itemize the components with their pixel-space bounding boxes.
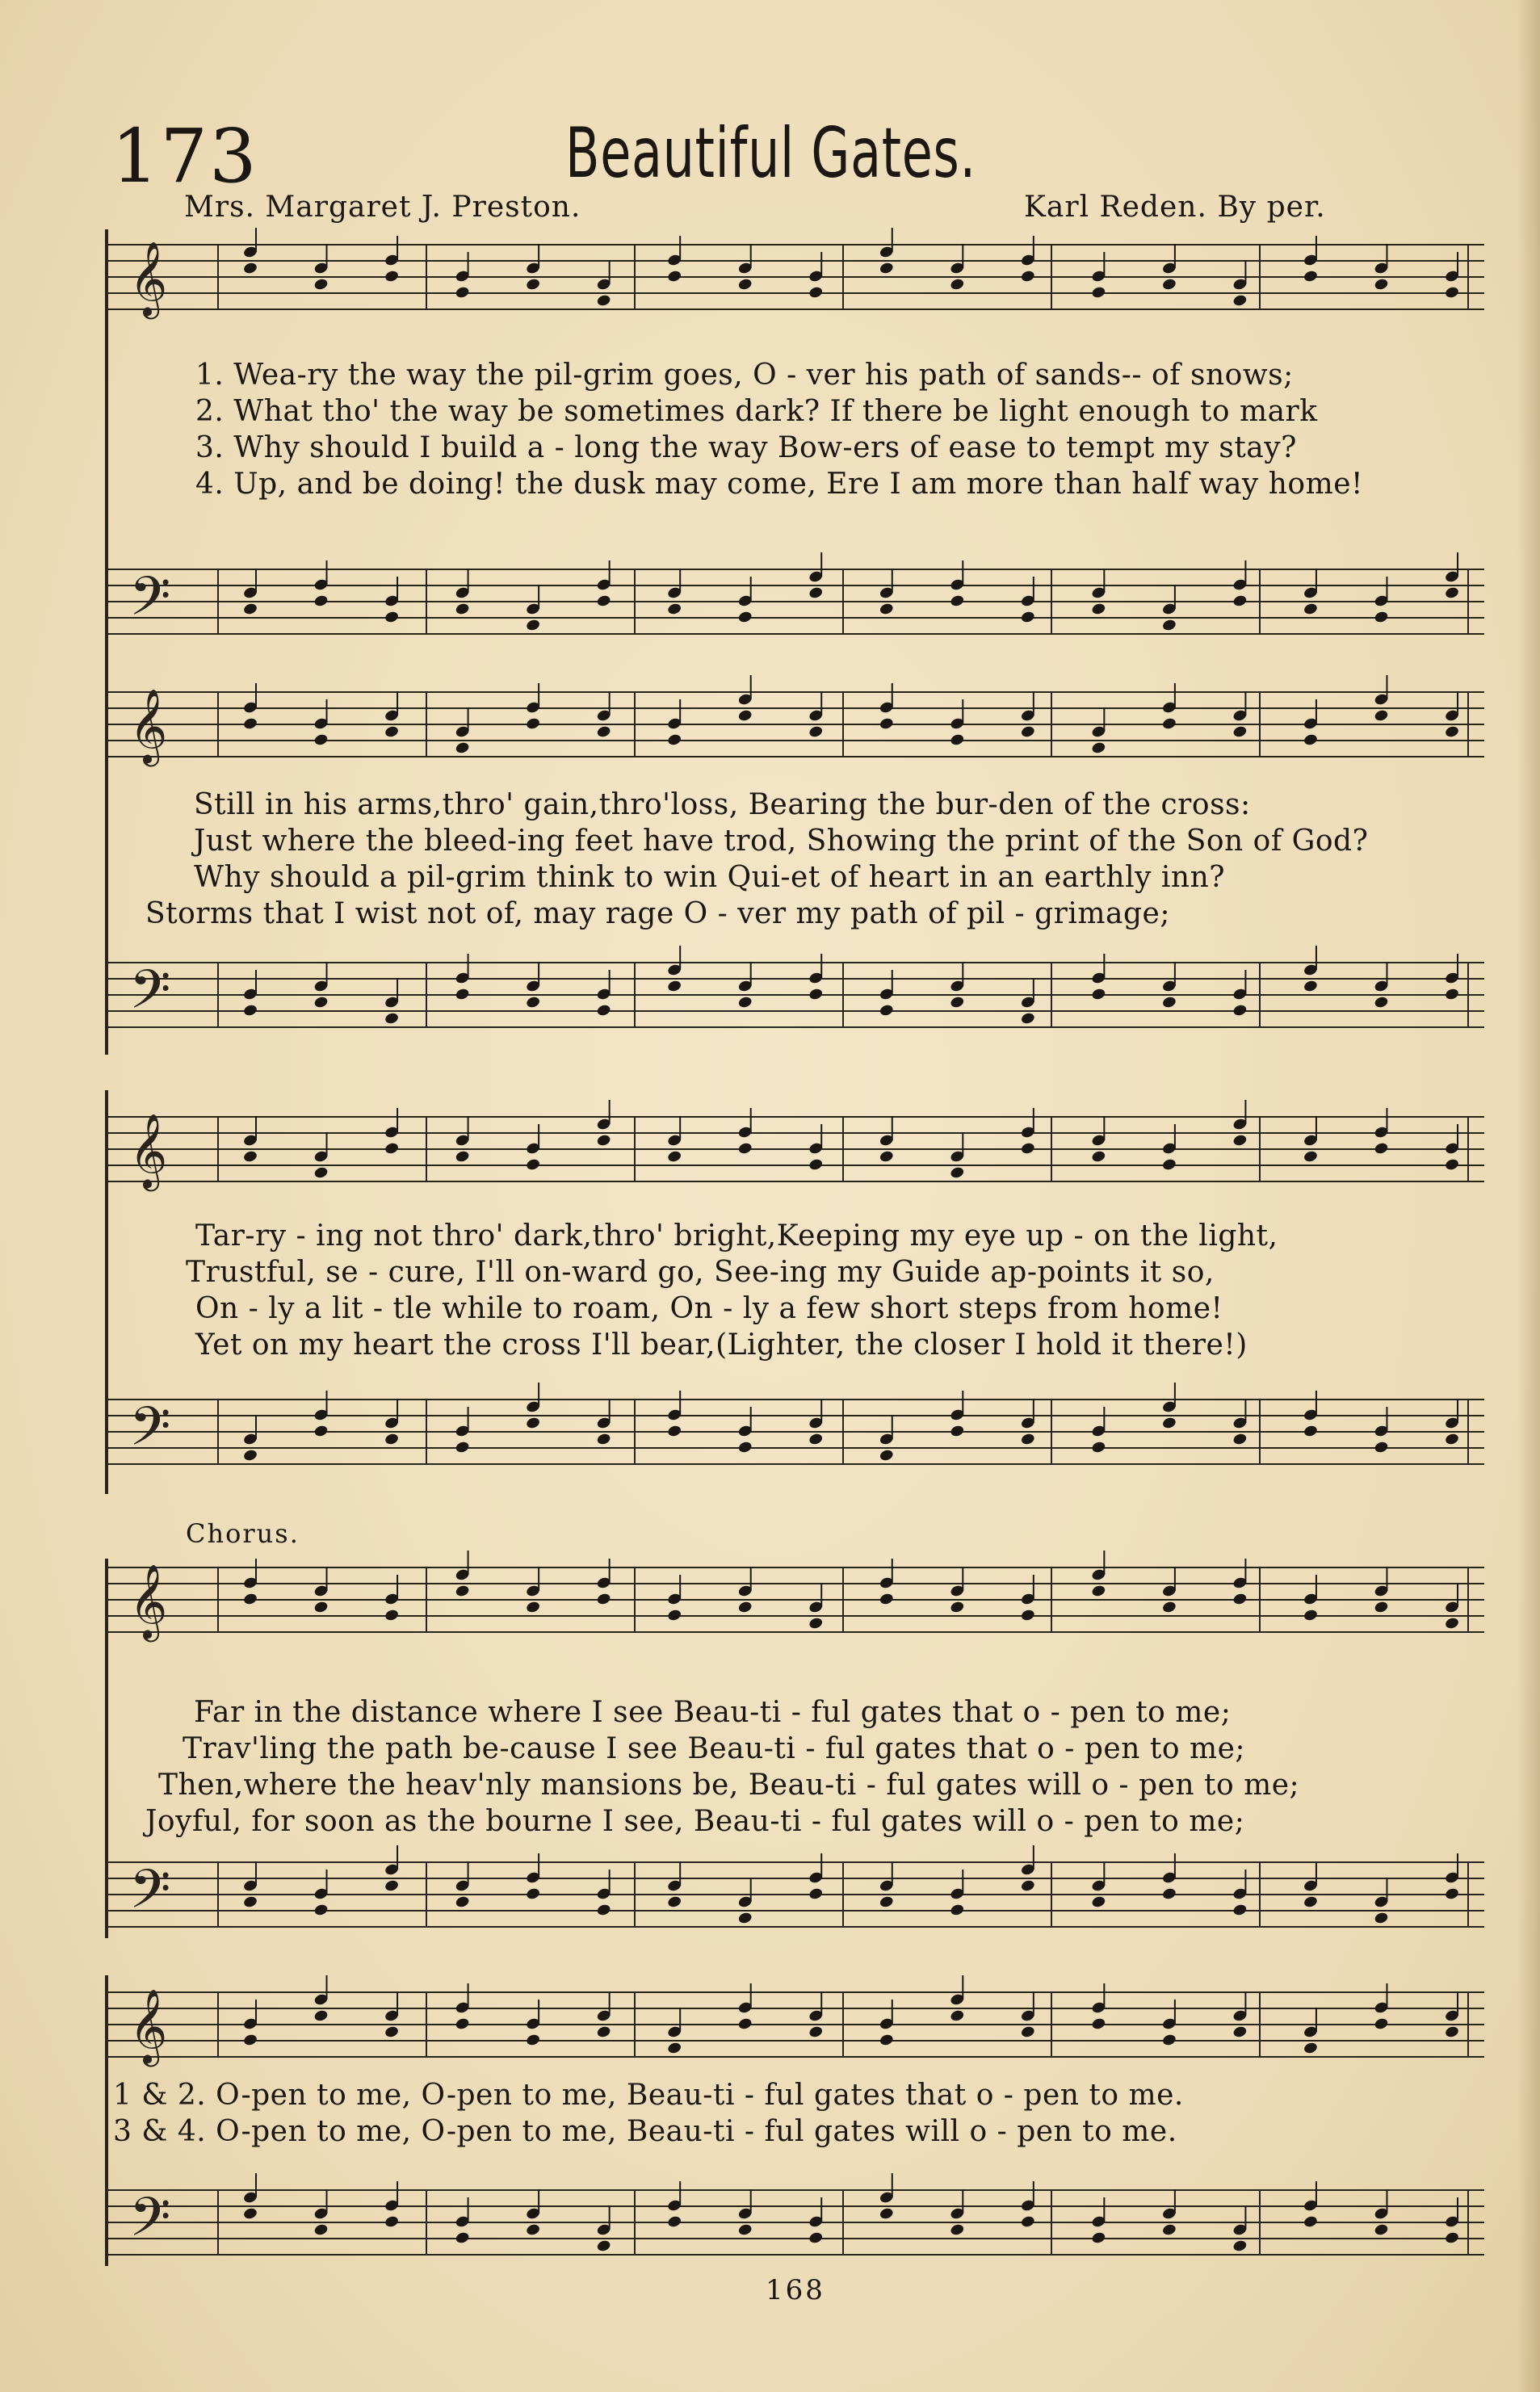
note-head [950,1166,965,1180]
note-head [737,278,753,292]
note-head [1091,286,1106,300]
note-head [1232,1004,1248,1018]
note-head [879,717,894,731]
note-head [455,1584,470,1598]
note-head [384,1609,399,1622]
note-head [1020,1142,1035,1156]
note-head [879,602,894,616]
note-head [1232,1903,1248,1917]
note-head [1020,2215,1035,2229]
note-head [313,1166,329,1180]
note-head [313,996,329,1009]
note-head [242,262,258,275]
note-head [1303,980,1318,993]
note-head [1020,1012,1035,1026]
note-head [384,725,399,739]
note-head [596,1903,611,1917]
note-head [667,1150,682,1164]
note-head [737,1601,753,1614]
note-head [526,996,541,1009]
note-head [1444,2231,1459,2245]
note-head [1091,2017,1106,2031]
note-head [808,1887,824,1901]
note-head [313,2009,329,2023]
note-head [667,1425,682,1438]
note-head [242,717,258,731]
note-head [1091,1441,1106,1454]
note-head [1232,294,1248,308]
note-head [526,717,541,731]
note-head [384,611,399,624]
note-head [1161,717,1177,731]
lyric-line: Storms that I wist not of, may rage O - ver my path of pil - grimage; [145,897,1170,930]
note-head [1374,1912,1389,1925]
note-head [879,1150,894,1164]
note-head [1303,1895,1318,1909]
note-head [879,2033,894,2047]
note-head [1091,2231,1106,2245]
note-head [808,988,824,1001]
note-head [1374,1601,1389,1614]
note-head [1091,1895,1106,1909]
note-head [1444,1433,1459,1446]
note-head [879,2207,894,2221]
bass-clef-icon: 𝄢 [129,2186,171,2261]
note-head [1020,1433,1035,1446]
note-head [526,619,541,632]
note-head [596,1004,611,1018]
note-head [242,2033,258,2047]
note-head [808,2231,824,2245]
note-head [1303,2042,1318,2055]
note-head [667,733,682,747]
note-head [808,286,824,300]
lyric-line: On - ly a lit - tle while to roam, On - ly a few short steps from home! [195,1292,1223,1325]
bass-clef-icon: 𝄢 [129,959,171,1034]
note-head [950,2223,965,2237]
note-head [808,725,824,739]
note-head [526,2223,541,2237]
lyric-line: Tar-ry - ing not thro' dark,thro' bright,Keeping my eye up - on the light, [195,1219,1278,1253]
note-head [526,2033,541,2047]
note-head [879,1895,894,1909]
note-head [1232,1593,1248,1606]
note-head [667,602,682,616]
note-head [596,1593,611,1606]
note-head [526,1601,541,1614]
note-head [1232,1433,1248,1446]
note-head [950,1601,965,1614]
note-head [242,1593,258,1606]
note-head [950,278,965,292]
lyric-line: Far in the distance where I see Beau-ti - ful gates that o - pen to me; [194,1696,1232,1729]
note-head [1232,1134,1248,1148]
note-head [950,1903,965,1917]
note-head [1374,2223,1389,2237]
note-head [808,1158,824,1172]
lyric-line: 4. Up, and be doing! the dusk may come, Ere I am more than half way home! [195,468,1363,501]
note-head [950,996,965,1009]
note-head [455,741,470,755]
note-head [1020,270,1035,283]
note-head [384,1142,399,1156]
note-head [384,2025,399,2039]
note-head [242,1150,258,1164]
note-head [950,2009,965,2023]
note-head [596,725,611,739]
note-head [455,1150,470,1164]
lyric-line: Trustful, se - cure, I'll on-ward go, See-ing my Guide ap-points it so, [186,1256,1215,1289]
note-head [1444,586,1459,600]
note-head [667,2215,682,2229]
note-head [1444,988,1459,1001]
note-head [1232,725,1248,739]
lyric-line: 3. Why should I build a - long the way Bow-ers of ease to tempt my stay? [195,431,1297,464]
treble-clef-icon: 𝄞 [129,1113,168,1188]
lyric-line: Why should a pil-grim think to win Qui-et of heart in an earthly inn? [194,861,1226,894]
hymn-title: Beautiful Gates. [565,113,976,194]
note-head [808,1617,824,1630]
note-head [313,278,329,292]
note-head [667,1895,682,1909]
note-head [808,1433,824,1446]
note-head [1303,1150,1318,1164]
note-head [313,594,329,608]
note-head [1374,1441,1389,1454]
note-head [950,733,965,747]
note-head [313,2223,329,2237]
note-head [1374,278,1389,292]
note-head [313,1601,329,1614]
note-head [1161,1416,1177,1430]
note-head [667,980,682,993]
treble-clef-icon: 𝄞 [129,1563,168,1639]
note-head [879,1593,894,1606]
note-head [526,1416,541,1430]
note-head [1232,2025,1248,2039]
note-head [1020,1879,1035,1893]
note-head [1374,1142,1389,1156]
note-head [1444,286,1459,300]
note-head [1444,1158,1459,1172]
composer-credit: Karl Reden. By per. [1024,191,1326,224]
note-head [1444,725,1459,739]
note-head [1303,1609,1318,1622]
note-head [526,1158,541,1172]
note-head [455,2231,470,2245]
note-head [1020,725,1035,739]
lyric-line: Joyful, for soon as the bourne I see, Beau-ti - ful gates will o - pen to me; [145,1805,1245,1838]
note-head [526,1887,541,1901]
note-head [1091,1584,1106,1598]
note-head [1020,1609,1035,1622]
note-head [737,2017,753,2031]
note-head [1374,611,1389,624]
note-head [313,1903,329,1917]
note-head [737,1912,753,1925]
note-head [950,1425,965,1438]
note-head [455,602,470,616]
lyric-line: 2. What tho' the way be sometimes dark? If there be light enough to mark [195,395,1318,428]
note-head [242,1895,258,1909]
note-head [1020,2025,1035,2039]
note-head [455,1895,470,1909]
note-head [384,1879,399,1893]
note-head [879,1449,894,1462]
note-head [1091,741,1106,755]
bass-clef-icon: 𝄢 [129,1858,171,1933]
treble-clef-icon: 𝄞 [129,1988,168,2063]
note-head [596,2025,611,2039]
note-head [242,2207,258,2221]
note-head [1444,1887,1459,1901]
note-head [737,611,753,624]
note-head [1161,996,1177,1009]
note-head [1232,594,1248,608]
lyric-line: 1. Wea-ry the way the pil-grim goes, O - ver his path of sands-- of snows; [195,359,1294,392]
lyric-line: 1 & 2. O-pen to me, O-pen to me, Beau-ti - ful gates that o - pen to me. [113,2079,1184,2112]
note-head [667,270,682,283]
note-head [737,709,753,723]
lyric-line: Just where the bleed-ing feet have trod, Showing the print of the Son of God? [194,825,1369,858]
chorus-label: Chorus. [186,1518,300,1549]
treble-clef-icon: 𝄞 [129,241,168,316]
note-head [1161,619,1177,632]
note-head [1091,602,1106,616]
note-head [242,602,258,616]
note-head [1444,1617,1459,1630]
bass-clef-icon: 𝄢 [129,565,171,640]
bass-clef-icon: 𝄢 [129,1395,171,1471]
note-head [596,594,611,608]
note-head [737,2223,753,2237]
note-head [1161,278,1177,292]
note-head [455,1441,470,1454]
note-head [1161,1887,1177,1901]
note-head [1303,1425,1318,1438]
note-head [242,1449,258,1462]
note-head [879,1004,894,1018]
note-head [1444,2025,1459,2039]
note-head [1091,988,1106,1001]
note-head [1020,611,1035,624]
note-head [667,1609,682,1622]
lyric-line: Trav'ling the path be-cause I see Beau-ti - ful gates that o - pen to me; [183,1732,1246,1765]
note-head [1374,996,1389,1009]
note-head [1374,709,1389,723]
lyric-line: Then,where the heav'nly mansions be, Beau-ti - ful gates will o - pen to me; [158,1769,1300,1802]
note-head [737,1441,753,1454]
note-head [1161,1601,1177,1614]
note-head [808,586,824,600]
note-head [596,2239,611,2253]
note-head [596,294,611,308]
note-head [1161,1158,1177,1172]
note-head [455,2017,470,2031]
note-head [242,1004,258,1018]
lyric-line: 3 & 4. O-pen to me, O-pen to me, Beau-ti - ful gates will o - pen to me. [113,2115,1177,2148]
note-head [313,1425,329,1438]
author-credit: Mrs. Margaret J. Preston. [184,191,581,224]
note-head [384,2215,399,2229]
note-head [808,2025,824,2039]
note-head [1161,2033,1177,2047]
note-head [313,733,329,747]
lyric-line: Yet on my heart the cross I'll bear,(Lighter, the closer I hold it there!) [195,1328,1248,1362]
note-head [455,988,470,1001]
note-head [1232,2239,1248,2253]
note-head [879,262,894,275]
note-head [384,1433,399,1446]
note-head [384,1012,399,1026]
note-head [455,286,470,300]
note-head [1374,2017,1389,2031]
page-number: 168 [766,2274,825,2306]
treble-clef-icon: 𝄞 [129,688,168,763]
note-head [1303,270,1318,283]
note-head [1303,2215,1318,2229]
note-head [526,278,541,292]
hymn-number: 173 [111,113,258,199]
note-head [596,1433,611,1446]
note-head [950,594,965,608]
note-head [737,1142,753,1156]
lyric-line: Still in his arms,thro' gain,thro'loss, Bearing the bur-den of the cross: [194,788,1251,821]
note-head [596,1134,611,1148]
note-head [737,996,753,1009]
note-head [1161,2223,1177,2237]
note-head [384,270,399,283]
note-head [1303,733,1318,747]
note-head [1091,1150,1106,1164]
note-head [1303,602,1318,616]
note-head [667,2042,682,2055]
